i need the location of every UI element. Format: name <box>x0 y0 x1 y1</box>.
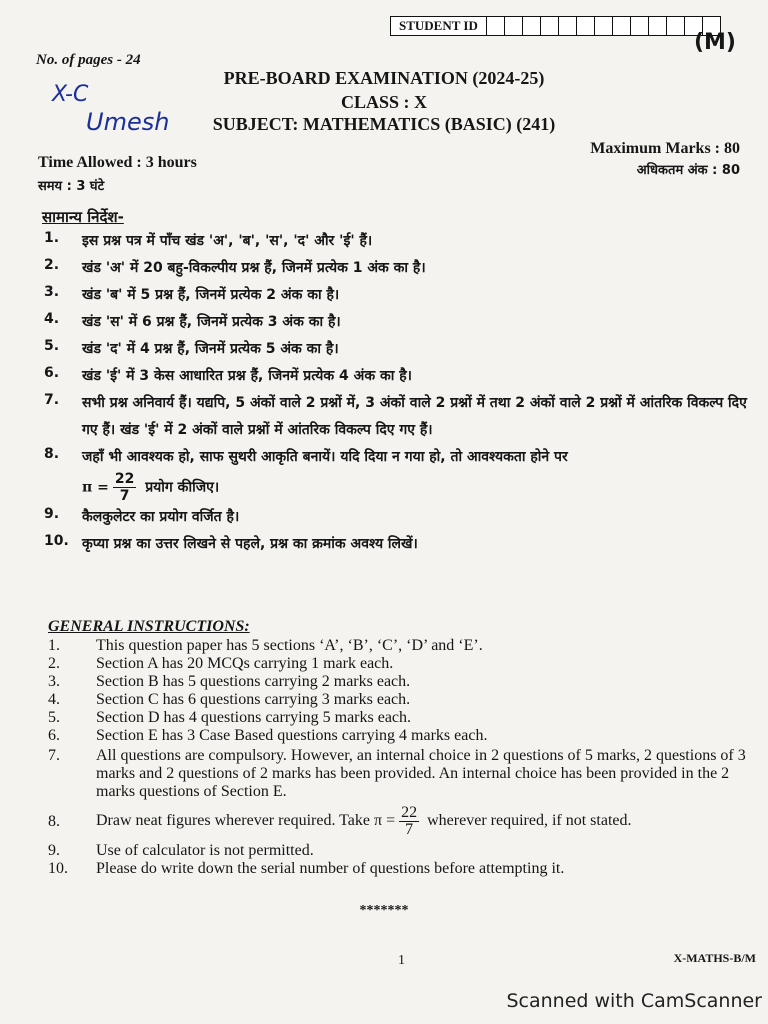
item-text <box>96 805 760 838</box>
student-id-cell <box>667 17 685 35</box>
subject-title: SUBJECT: MATHEMATICS (BASIC) (241) <box>212 114 556 134</box>
list-item <box>44 336 756 363</box>
list-item <box>44 390 756 444</box>
item-number: 4. <box>48 691 60 708</box>
scanner-watermark: Scanned with CamScanner <box>506 990 762 1012</box>
time-allowed-hindi: समय : 3 घंटे <box>38 179 105 194</box>
hindi-instructions-heading: सामान्य निर्देश- <box>42 208 124 226</box>
student-id-cell <box>505 17 523 35</box>
item-text-part: Draw neat figures wherever required. Take <box>96 812 371 830</box>
item-text: खंड 'द' में 4 प्रश्न हैं, जिनमें प्रत्येक 5 अंक का है। <box>82 341 339 357</box>
item-text: कैलकुलेटर का प्रयोग वर्जित है। <box>82 509 240 525</box>
pi-symbol: π = <box>374 812 396 830</box>
item-number: 10. <box>44 533 69 549</box>
list-item <box>48 673 760 691</box>
item-text: All questions are compulsory. However, an internal choice in 2 questions of 5 marks, 2 questions of 3 marks and 2 questions of 2 marks has been provided. An internal choice has been provided in the 2 marks questions of Section E. <box>96 747 746 800</box>
list-item <box>48 842 760 860</box>
item-text-part: जहाँ भी आवश्यक हो, साफ सुथरी आकृति बनायें। यदि दिया न गया हो, तो आवश्यकता होने पर <box>82 449 568 465</box>
item-number: 3. <box>44 284 60 300</box>
item-number: 7. <box>44 392 60 408</box>
student-id-cell <box>487 17 505 35</box>
item-number: 9. <box>44 506 60 522</box>
student-id-label: STUDENT ID <box>391 17 487 35</box>
student-id-cell <box>523 17 541 35</box>
list-item <box>44 282 756 309</box>
list-item <box>48 860 760 878</box>
pi-symbol: π = <box>82 479 109 496</box>
item-number: 5. <box>44 338 60 354</box>
list-item <box>44 444 756 504</box>
item-text: Section E has 3 Case Based questions carrying 4 marks each. <box>96 727 488 744</box>
page-count: No. of pages - 24 <box>36 52 141 68</box>
item-number: 3. <box>48 673 60 690</box>
maximum-marks: Maximum Marks : 80 <box>590 140 740 157</box>
general-instructions-heading: GENERAL INSTRUCTIONS: <box>48 618 250 635</box>
item-text: Section A has 20 MCQs carrying 1 mark each. <box>96 655 394 672</box>
item-text: सभी प्रश्न अनिवार्य हैं। यद्यपि, 5 अंकों वाले 2 प्रश्नों में, 3 अंकों वाले 2 प्रश्नों में तथा 2 अंकों वाले 2 प्रश्नों में आंतरिक विकल्प दिए गए हैं। खंड 'ई' में 2 अंकों वाले प्रश्नों में आंतरिक विकल्प दिए गए हैं। <box>82 395 747 438</box>
item-text-part: wherever required, if not stated. <box>427 812 632 830</box>
list-item <box>44 255 756 282</box>
item-text <box>82 444 756 504</box>
item-number: 10. <box>48 860 68 877</box>
item-number: 9. <box>48 842 60 859</box>
item-text: This question paper has 5 sections ‘A’, ‘B’, ‘C’, ‘D’ and ‘E’. <box>96 637 483 654</box>
item-text: इस प्रश्न पत्र में पाँच खंड 'अ', 'ब', 'स', 'द' और 'ई' हैं। <box>82 233 373 249</box>
item-number: 4. <box>44 311 60 327</box>
item-number: 8. <box>48 812 60 830</box>
list-item <box>44 309 756 336</box>
list-item <box>48 637 760 655</box>
item-number: 5. <box>48 709 60 726</box>
list-item <box>44 531 756 558</box>
fraction <box>399 805 419 838</box>
handwritten-name: Umesh <box>86 108 170 136</box>
page-number: 1 <box>398 953 405 968</box>
list-item <box>48 727 760 745</box>
item-number: 6. <box>44 365 60 381</box>
item-text: Please do write down the serial number of questions before attempting it. <box>96 860 565 877</box>
fraction-denominator: 7 <box>119 488 130 504</box>
exam-title: PRE-BOARD EXAMINATION (2024-25) <box>223 68 545 88</box>
item-text: Section B has 5 questions carrying 2 marks each. <box>96 673 411 690</box>
student-id-cell <box>649 17 667 35</box>
student-id-cell <box>595 17 613 35</box>
fraction-numerator: 22 <box>114 471 135 487</box>
student-id-cell <box>541 17 559 35</box>
hindi-instructions-list <box>44 228 756 558</box>
paper-code: X-MATHS-B/M <box>673 951 756 965</box>
student-id-cell <box>559 17 577 35</box>
general-instructions-list <box>48 637 760 878</box>
item-number: 7. <box>48 747 60 764</box>
class-title: CLASS : X <box>340 92 428 112</box>
item-number: 8. <box>44 446 60 462</box>
item-text-part: प्रयोग कीजिए। <box>145 479 220 496</box>
student-id-cell <box>577 17 595 35</box>
list-item <box>48 709 760 727</box>
fraction <box>113 471 136 504</box>
item-number: 2. <box>44 257 60 273</box>
list-item <box>48 655 760 673</box>
list-item <box>44 363 756 390</box>
student-id-cell <box>613 17 631 35</box>
list-item <box>44 504 756 531</box>
list-item <box>48 691 760 709</box>
list-item <box>48 747 760 801</box>
student-id-box <box>390 16 721 36</box>
fraction-denominator: 7 <box>405 821 414 838</box>
item-text: खंड 'स' में 6 प्रश्न हैं, जिनमें प्रत्येक 3 अंक का है। <box>82 314 341 330</box>
maximum-marks-hindi: अधिकतम अंक : 80 <box>636 163 740 178</box>
list-item <box>44 228 756 255</box>
item-text: Use of calculator is not permitted. <box>96 842 314 859</box>
set-code: (M) <box>693 30 736 55</box>
item-number: 2. <box>48 655 60 672</box>
fraction-numerator: 22 <box>401 804 418 821</box>
item-text: Section D has 4 questions carrying 5 marks each. <box>96 709 412 726</box>
item-text: खंड 'अ' में 20 बहु-विकल्पीय प्रश्न हैं, जिनमें प्रत्येक 1 अंक का है। <box>82 260 426 276</box>
item-text: खंड 'ब' में 5 प्रश्न हैं, जिनमें प्रत्येक 2 अंक का है। <box>82 287 340 303</box>
student-id-cell <box>631 17 649 35</box>
time-allowed: Time Allowed : 3 hours <box>38 154 197 171</box>
handwritten-class: X-C <box>52 82 89 107</box>
item-text: Section C has 6 questions carrying 3 marks each. <box>96 691 411 708</box>
item-text: खंड 'ई' में 3 केस आधारित प्रश्न हैं, जिनमें प्रत्येक 4 अंक का है। <box>82 368 412 384</box>
item-text: कृप्या प्रश्न का उत्तर लिखने से पहले, प्रश्न का क्रमांक अवश्य लिखें। <box>82 536 418 552</box>
list-item <box>48 805 760 838</box>
item-number: 6. <box>48 727 60 744</box>
item-number: 1. <box>44 230 60 246</box>
item-number: 1. <box>48 637 60 654</box>
end-stars: ******* <box>359 903 409 918</box>
